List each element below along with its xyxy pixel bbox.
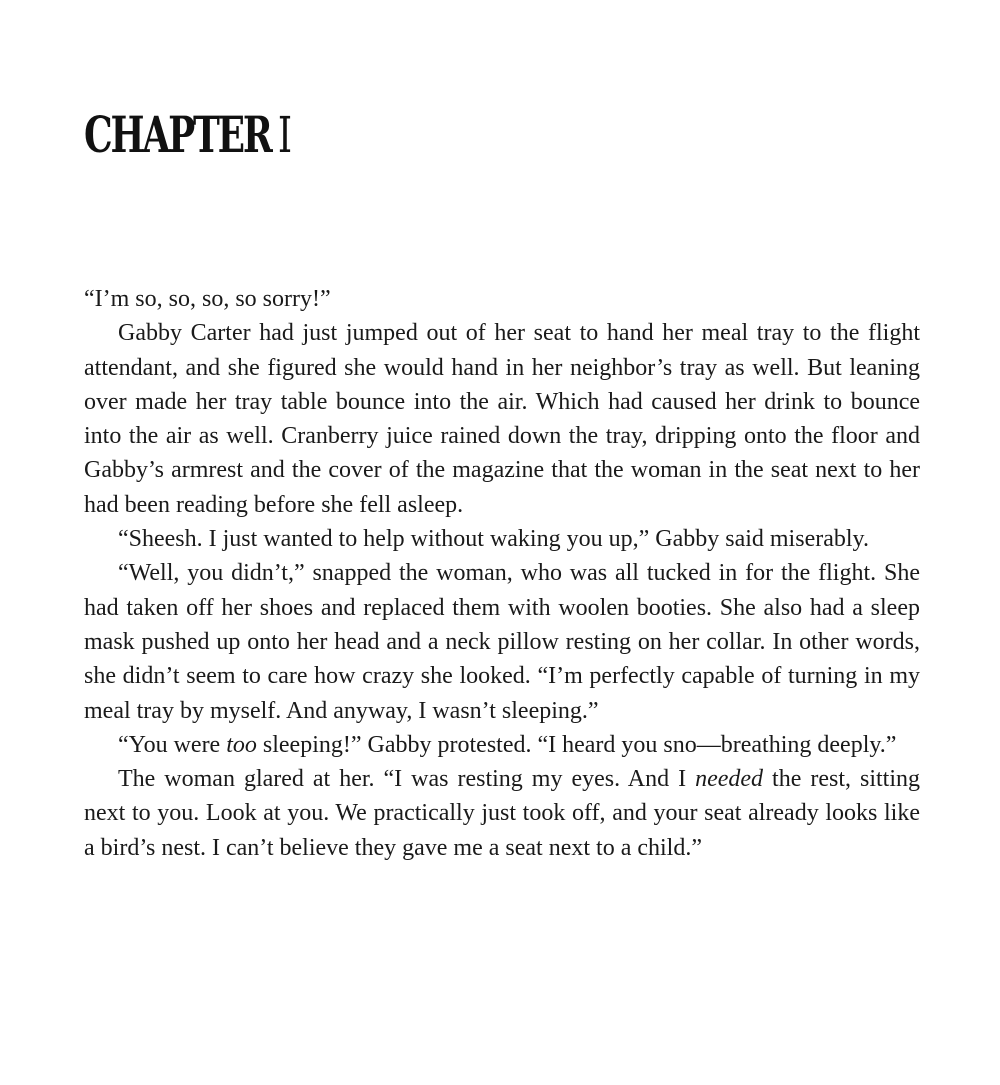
chapter-number: I bbox=[277, 106, 290, 164]
paragraph bbox=[84, 556, 920, 727]
paragraph-text: Gabby Carter had just jumped out of her seat to hand her meal tray to the flight attendant, and she figured she would hand in her neighbor’s tray as well. But leaning over made her tray table bounce into the air. Which had caused her drink to bounce into the air as well. Cranberry juice rained down the tray, dripping onto the floor and Gabby’s armrest and the cover of the magazine that the woman in the seat next to her had been reading before she fell asleep. bbox=[84, 320, 920, 518]
chapter-heading-word: CHAPTER bbox=[84, 105, 271, 164]
paragraph-text: sleeping!” Gabby protested. “I heard you sno—breathing deeply.” bbox=[256, 731, 897, 758]
paragraph bbox=[84, 728, 920, 762]
italic-emphasis: needed bbox=[695, 766, 764, 793]
paragraph bbox=[84, 522, 920, 556]
chapter-body bbox=[84, 282, 920, 865]
paragraph-text: “I’m so, so, so, so sorry!” bbox=[84, 286, 331, 312]
paragraph bbox=[84, 316, 920, 522]
paragraph-text: The woman glared at her. “I was resting my eyes. And I bbox=[118, 766, 696, 793]
paragraph bbox=[84, 762, 920, 865]
paragraph-text: “Well, you didn’t,” snapped the woman, who was all tucked in for the flight. She had taken off her shoes and replaced them with woolen booties. She also had a sleep mask pushed up onto her head and a neck pillow resting on her collar. In other words, she didn’t seem to care how crazy she looked. “I’m perfectly capable of turning in my meal tray by myself. And anyway, I wasn’t sleeping.” bbox=[84, 560, 920, 724]
paragraph bbox=[84, 282, 920, 316]
italic-emphasis: too bbox=[226, 731, 257, 758]
chapter-heading bbox=[84, 105, 290, 164]
paragraph-text: the rest, sitting next to you. Look at you. We practically just took off, and your seat already looks like a bird’s nest. I can’t believe they gave me a seat next to a child.” bbox=[84, 766, 921, 861]
paragraph-text: “You were bbox=[118, 731, 227, 758]
paragraph-text: “Sheesh. I just wanted to help without waking you up,” Gabby said miserably. bbox=[118, 526, 869, 553]
